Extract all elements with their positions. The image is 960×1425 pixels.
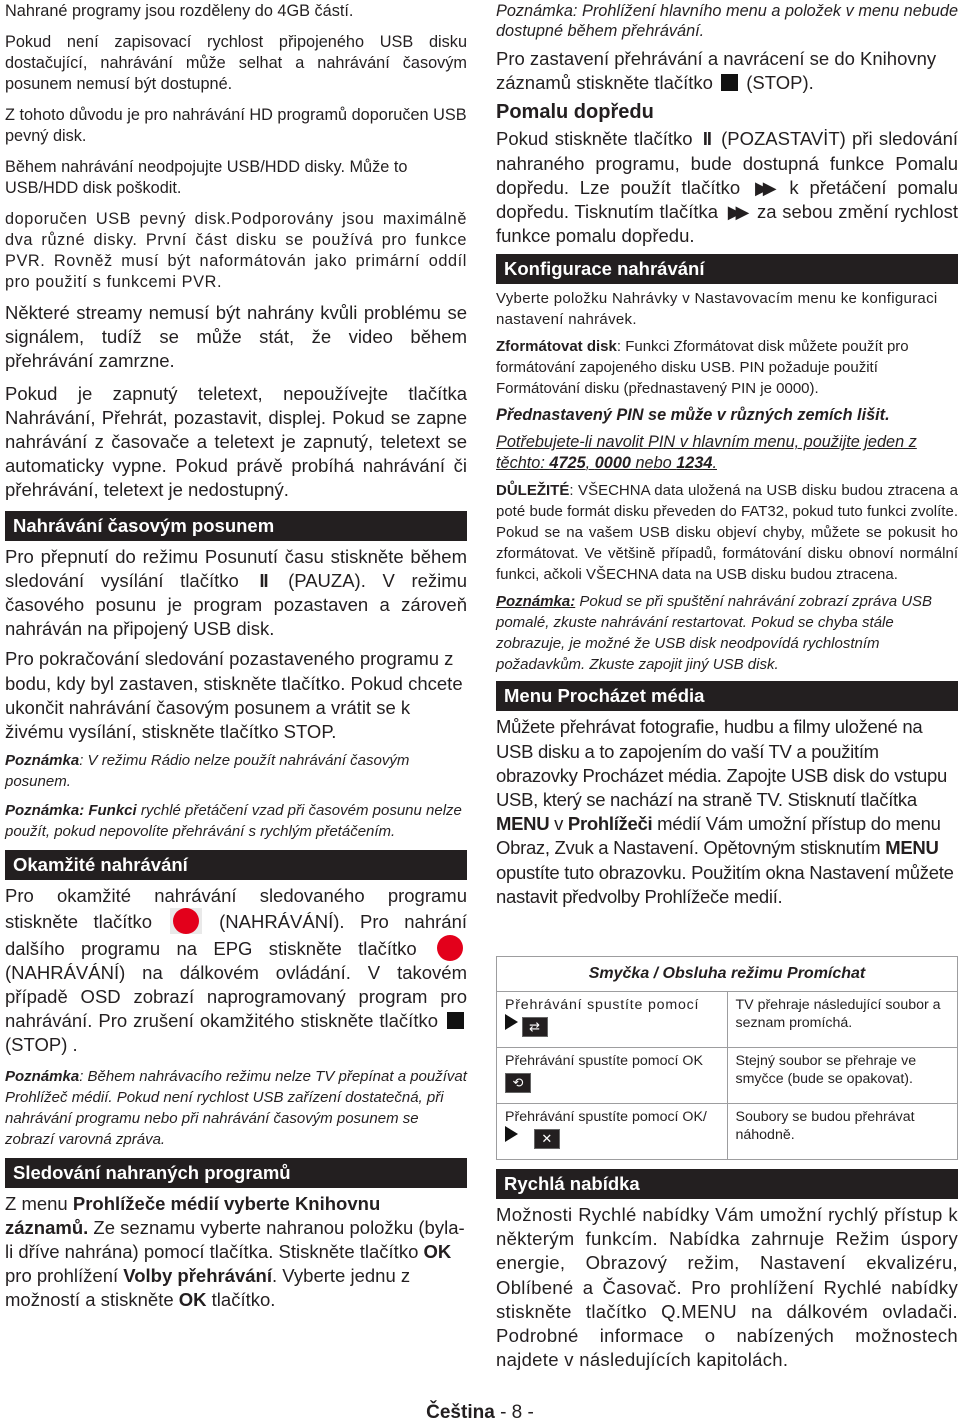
- paragraph: [496, 432, 958, 474]
- section-heading-quick: Rychlá nabídka: [496, 1169, 958, 1199]
- stop-icon: [721, 74, 738, 91]
- text: .: [712, 454, 717, 473]
- text: (STOP) .: [5, 1034, 78, 1056]
- table-caption: Smyčka / Obsluha režimu Promíchat: [497, 957, 958, 992]
- fast-forward-icon: ▶▶: [754, 177, 771, 198]
- text: k přetáčení pomalu dopředu. Tisknutím tlačítka: [496, 176, 959, 223]
- right-column: [496, 0, 958, 909]
- paragraph: [496, 336, 958, 399]
- text: 1234: [676, 454, 713, 473]
- text: Pro přepnutí do režimu Posunutí času stiskněte během sledování vysílání tlačítko: [5, 545, 467, 591]
- paragraph: doporučen USB pevný disk.Podporovány jsou maximálně dva různé disky. První část disku se používá pro funkce PVR. Rovněž musí být naformátován jako primární oddíl pro použití s funkcemi PVR.: [5, 210, 467, 291]
- table-row: [497, 1104, 958, 1160]
- loop-shuffle-table: [496, 956, 958, 1160]
- text: Prohlížeči: [567, 813, 653, 835]
- quick-menu-section: [496, 1169, 958, 1372]
- table-cell: [497, 992, 728, 1048]
- text: Prohlížeče médií vyberte Knihovnu záznamů.: [5, 1192, 381, 1238]
- page-number: - 8 -: [500, 1402, 534, 1423]
- text: Pro zastavení přehrávání a navrácení se do Knihovny záznamů stiskněte tlačítko: [496, 48, 937, 94]
- text: MENU: [885, 837, 939, 859]
- text: . Vyberte jednu z možností a stiskněte: [5, 1265, 411, 1311]
- table-cell: Stejný soubor se přehraje ve smyčce (bude se opakovat).: [727, 1048, 958, 1104]
- paragraph: [496, 480, 958, 585]
- paragraph: Nahrané programy jsou rozděleny do 4GB částí.: [5, 2, 354, 20]
- note: [5, 800, 467, 842]
- text: pro prohlížení: [5, 1265, 124, 1287]
- note: [496, 591, 958, 675]
- text: opustíte tuto obrazovku. Použitím okna Nastavení můžete nastavit předvolby Prohlížeče medií.: [496, 861, 954, 907]
- paragraph: Vyberte položku Nahrávky v Nastavovacím menu ke konfiguraci nastavení nahrávek.: [496, 290, 938, 329]
- text: (NAHRÁVÁNÍ) na dálkovém ovládání. V takovém případě OSD zobrazí naprogramovaný program pro nahrávání. Pro zrušení okamžitého stiskněte tlačítko: [5, 961, 467, 1032]
- text: Volby přehrávání: [123, 1265, 272, 1287]
- page-footer: [0, 1402, 960, 1424]
- section-heading-config: Konfigurace nahrávání: [496, 254, 958, 284]
- paragraph: Pro pokračování sledování pozastaveného programu z bodu, kdy byl zastaven, stiskněte tlačítko. Pokud chcete ukončit nahrávání časovým posunem a vrátit se k živému vysílání, stiskněte tlačítko STOP.: [5, 648, 463, 743]
- text: OK: [178, 1289, 207, 1311]
- cell-text: Přehrávání spustíte pomocí: [505, 997, 700, 1013]
- note-label: Poznámka: [5, 1067, 80, 1085]
- note: [5, 750, 467, 792]
- note-text: : Během nahrávacího režimu nelze TV přepínat a používat Prohlížeč médií. Pokud není rychlost USB zařízení dostatečná, při nahrávání programu nebo při nahrávání časovým posunem se zobrazí varovná zpráva.: [5, 1067, 467, 1148]
- table-row: [497, 1048, 958, 1104]
- section-heading-slow: Pomalu dopředu: [496, 101, 654, 124]
- text: Zformátovat disk: [496, 338, 617, 356]
- footer-language: Čeština: [426, 1402, 495, 1423]
- paragraph: [5, 884, 467, 1057]
- text: Pro okamžité nahrávání sledovaného programu stiskněte tlačítko: [5, 885, 467, 933]
- paragraph: Přednastavený PIN se může v různých zemích lišit.: [496, 406, 890, 425]
- table-cell: Soubory se budou přehrávat náhodně.: [727, 1104, 958, 1160]
- paragraph: Některé streamy nemusí být nahrány kvůli problému se signálem, tudíž se může stát, že video během přehrávání zamrzne.: [5, 302, 467, 372]
- note-text: rychlé přetáčení vzad při časovém posunu nelze použít, pokud nepovolíte přehrávání s rychlým přetáčením.: [5, 802, 462, 841]
- shuffle-icon: ✕: [534, 1129, 560, 1149]
- text: nebo: [630, 454, 677, 473]
- pause-icon: II: [702, 129, 711, 150]
- repeat-icon: ⟲: [505, 1073, 531, 1093]
- text: MENU: [496, 813, 550, 835]
- shuffle-icon: ⇄: [522, 1017, 548, 1037]
- note-text: Pokud se při spuštění nahrávání zobrazí zpráva USB pomalé, zkuste nahrávání restartovat. Pokud se chyba stále zobrazuje, je možné že USB disk neodpovídá rychlostním požadavkům. Zkuste zapojit jiný USB disk.: [496, 593, 933, 674]
- note-text: : V režimu Rádio nelze použít nahrávání časovým posunem.: [5, 752, 410, 791]
- section-heading-watch: Sledování nahraných programů: [5, 1158, 467, 1188]
- text: 0000: [594, 454, 631, 473]
- paragraph: [496, 47, 958, 95]
- text: Ze seznamu vyberte nahranou položku (byla-li dříve nahrána) pomocí tlačítka. Stiskněte tlačítko: [5, 1216, 465, 1263]
- paragraph: Z tohoto důvodu je pro nahrávání HD programů doporučen USB pevný disk.: [5, 106, 467, 145]
- note-label: Poznámka: [5, 752, 80, 770]
- record-icon: [170, 908, 202, 934]
- text: Potřebujete-li navolit PIN v hlavním menu, použijte jeden z těchto:: [496, 433, 917, 473]
- text: DŮLEŽITÉ: [496, 482, 570, 500]
- stop-icon: [447, 1012, 464, 1029]
- paragraph: Pokud není zapisovací rychlost připojeného USB disku dostačující, nahrávání může selhat a nahrávání časovým posunem nemusí být dostupné.: [5, 33, 467, 93]
- cell-text: Přehrávání spustíte pomocí OK/: [505, 1109, 707, 1125]
- pause-icon: II: [259, 570, 268, 591]
- record-icon: [437, 935, 463, 961]
- left-column: [5, 0, 467, 1313]
- cell-text: Přehrávání spustíte pomocí OK: [505, 1053, 703, 1069]
- text: médií Vám umožní přístup do menu Obraz, Zvuk a Nastavení. Opětovným stisknutím: [496, 813, 941, 859]
- text: : VŠECHNA data uložená na USB disku budou ztracena a poté bude formát disku převeden do FAT32, pokud tuto funkci zvolíte. Pokud se na vašem USB disku objeví chyby, můžete se pokusit ho zformátovat. Ve většině případů, formátování disku obnoví normální funkci, ačkoli VŠECHNA data na USB disku budou ztracena.: [496, 482, 958, 584]
- text: (PAUZA). V režimu časového posunu je program pozastaven a zároveň nahráván na připojený USB disk.: [5, 569, 467, 640]
- text: (STOP).: [746, 72, 814, 94]
- paragraph: Možnosti Rychlé nabídky Vám umožní rychlý přístup k některým funkcím. Nabídka zahrnuje Režim úspory energie, Obrazový režim, Nastavení ekvalizéru, Oblíbené a Časovač. Pro prohlížení Rychlé nabídky stiskněte tlačítko Q.MENU na dálkovém ovladači. Podrobné informace o nabízených možnostech najdete v následujících kapitolách.: [496, 1204, 958, 1371]
- table-row: [497, 992, 958, 1048]
- text: Z menu: [5, 1192, 73, 1214]
- section-heading-media: Menu Procházet média: [496, 681, 958, 711]
- paragraph: Během nahrávání neodpojujte USB/HDD disky. Může to USB/HDD disk poškodit.: [5, 158, 408, 197]
- text: Pokud stiskněte tlačítko: [496, 128, 693, 150]
- text: Můžete přehrávat fotografie, hudbu a filmy uložené na USB disku a to zapojením do vaší TV a použitím obrazovky Procházet média. Zapojte USB disk do vstupu USB, který se nachází na straně TV. Stisknutí tlačítka: [496, 716, 947, 811]
- text: (NAHRÁVÁNÍ). Pro nahrání dalšího programu na EPG stiskněte tlačítko: [5, 911, 468, 959]
- section-heading-timeshift: Nahrávání časovým posunem: [5, 511, 467, 541]
- paragraph: [5, 1192, 467, 1313]
- text: (POZASTAVİT) při sledování nahraného programu, bude dostupná funkce Pomalu dopředu. Lze použít tlačítko: [496, 128, 959, 198]
- text: tlačítko.: [206, 1289, 276, 1311]
- note: [5, 1066, 467, 1150]
- section-heading-instant: Okamžité nahrávání: [5, 850, 467, 880]
- fast-forward-icon: ▶▶: [727, 202, 744, 223]
- text: 4725: [549, 454, 586, 473]
- text: ,: [585, 454, 595, 473]
- note-label: Poznámka:: [496, 593, 576, 611]
- table-cell: [497, 1104, 728, 1160]
- note-label: Poznámka: Funkci: [5, 802, 137, 820]
- text: OK: [423, 1241, 452, 1263]
- paragraph: [5, 545, 467, 642]
- text: v: [549, 813, 568, 835]
- paragraph: [496, 127, 958, 248]
- table-cell: TV přehraje následující soubor a seznam promíchá.: [727, 992, 958, 1048]
- paragraph: Pokud je zapnutý teletext, nepoužívejte tlačítka Nahrávání, Přehrát, pozastavit, displej. Pokud se zapne nahrávání z časovače a teletext je zapnutý, teletext se automaticky vypne. Pokud právě probíhá nahrávání či přehrávání, teletext je nedostupný.: [5, 382, 467, 501]
- text: za sebou změní rychlost funkce pomalu dopředu.: [496, 201, 959, 247]
- paragraph: [496, 715, 958, 909]
- play-icon: [505, 1126, 518, 1142]
- text: : Funkci Zformátovat disk můžete použít pro formátování zapojeného disku USB. PIN požaduje použití Formátování disku (přednastavený PIN je 0000).: [496, 338, 909, 398]
- note: Poznámka: Prohlížení hlavního menu a položek v menu nebude dostupné během přehrávání.: [496, 2, 958, 40]
- table-cell: [497, 1048, 728, 1104]
- play-icon: [505, 1014, 518, 1030]
